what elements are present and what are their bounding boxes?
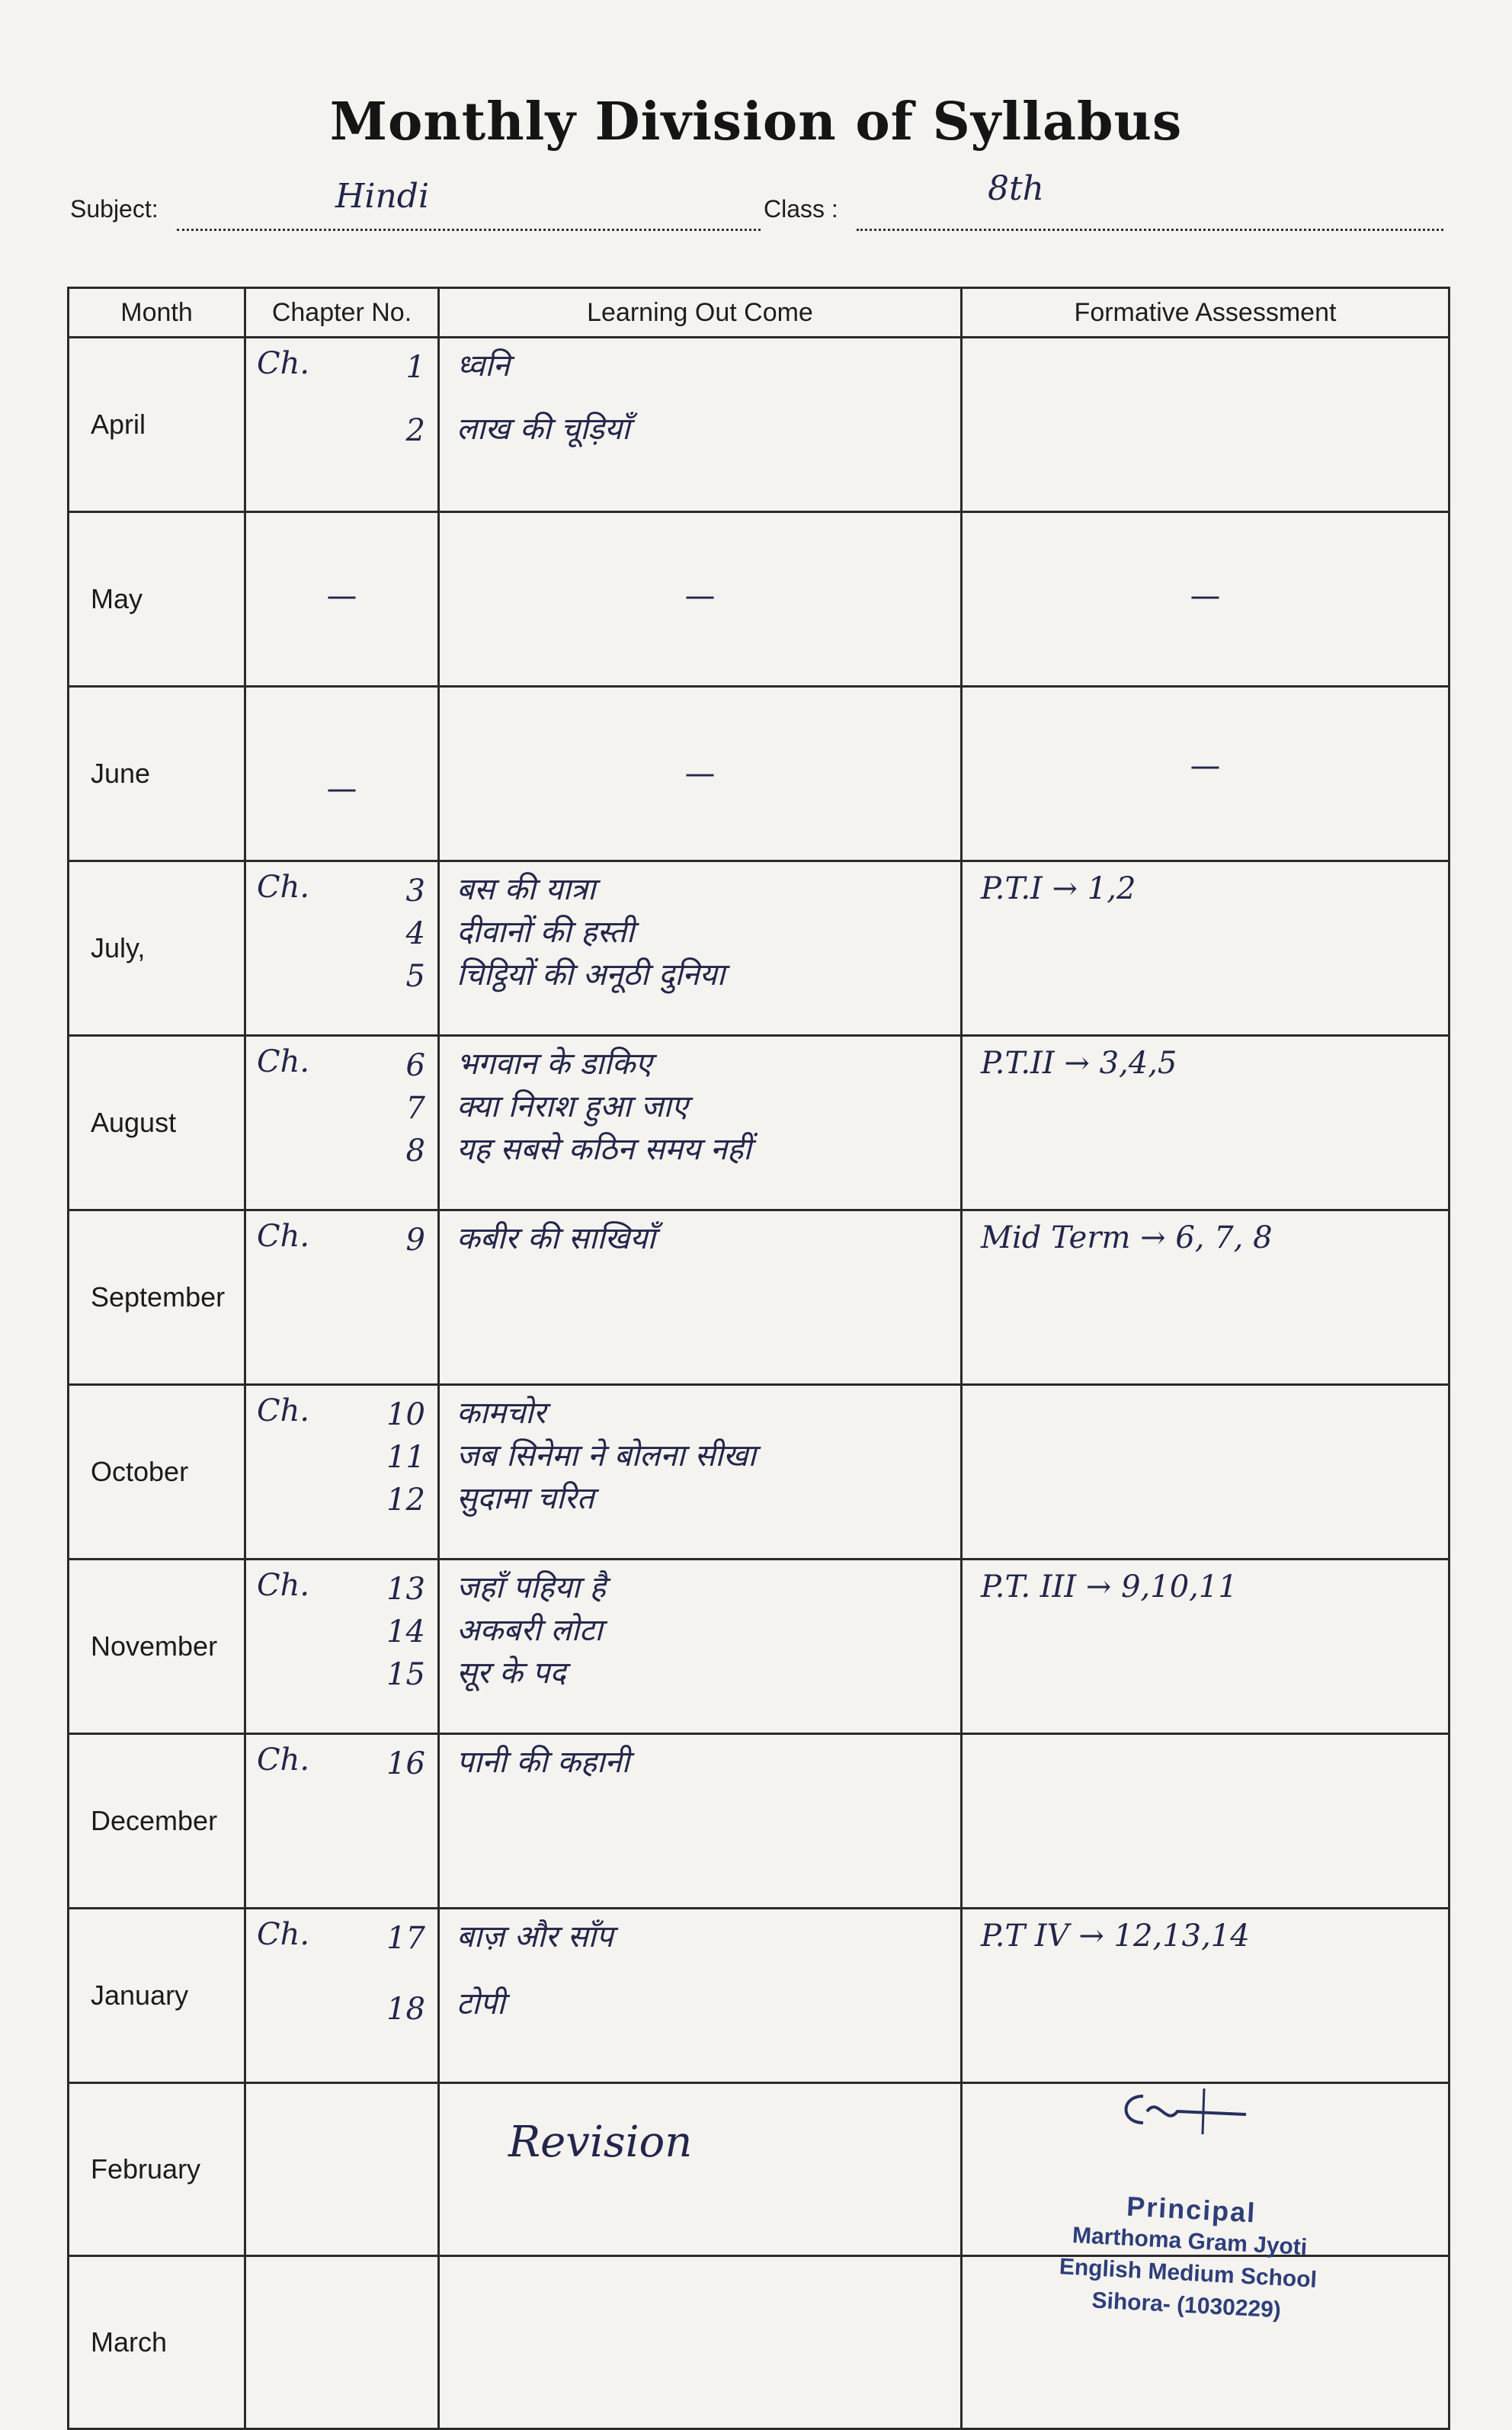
- table-row: [69, 338, 1450, 512]
- assessment-text: P.T IV → 12,13,14: [981, 1919, 1250, 1954]
- outcome-item: जहाँ पहिया है: [456, 1570, 606, 1605]
- stamp-school-line2: English Medium School: [1059, 2254, 1318, 2293]
- chapter-prefix: Ch.: [257, 1393, 310, 1428]
- chapter-number: 11: [386, 1440, 425, 1475]
- assessment-cell: [962, 1734, 1450, 1909]
- outcome-item: सुदामा चरित: [456, 1481, 594, 1516]
- outcome-item: बस की यात्रा: [456, 872, 596, 907]
- outcome-cell: [439, 861, 962, 1036]
- chapter-cell: [245, 1385, 439, 1560]
- outcome-item: भगवान के डाकिए: [456, 1047, 652, 1082]
- page-title: Monthly Division of Syllabus: [329, 91, 1183, 152]
- chapter-number: 15: [386, 1657, 425, 1692]
- outcome-item: बाज़ और साँप: [456, 1919, 613, 1954]
- header-month: Month: [69, 288, 245, 338]
- table-header-row: [69, 288, 1450, 338]
- chapter-number: 8: [405, 1133, 425, 1169]
- chapter-number: 5: [405, 959, 425, 994]
- outcome-item: लाख की चूड़ियाँ: [456, 412, 630, 447]
- outcome-cell: [439, 2083, 962, 2256]
- table-row: [69, 1385, 1450, 1560]
- header-chapter-no: Chapter No.: [245, 288, 439, 338]
- outcome-item: पानी की कहानी: [456, 1745, 630, 1780]
- month-cell: April: [69, 338, 245, 512]
- chapter-cell: [245, 1210, 439, 1385]
- outcome-item: सूर के पद: [456, 1656, 566, 1691]
- outcome-cell: [439, 512, 962, 687]
- chapter-cell: [245, 1560, 439, 1734]
- header-learning-outcome: Learning Out Come: [439, 288, 962, 338]
- chapter-number: 9: [405, 1223, 425, 1258]
- chapter-cell: [245, 1909, 439, 2083]
- empty-dash: —: [684, 756, 716, 791]
- chapter-number: 3: [405, 874, 425, 909]
- month-cell: November: [69, 1560, 245, 1734]
- chapter-prefix: Ch.: [257, 1219, 310, 1254]
- empty-dash: —: [1190, 749, 1221, 784]
- assessment-text: P.T. III → 9,10,11: [981, 1569, 1238, 1605]
- chapter-number: 6: [405, 1048, 425, 1083]
- table-row: [69, 1210, 1450, 1385]
- chapter-number: 10: [386, 1397, 425, 1432]
- outcome-cell: [439, 1036, 962, 1210]
- outcome-cell: [439, 1909, 962, 2083]
- month-cell: September: [69, 1210, 245, 1385]
- month-cell: January: [69, 1909, 245, 2083]
- table-row: [69, 861, 1450, 1036]
- chapter-number: 18: [386, 1992, 425, 2027]
- assessment-text: P.T.I → 1,2: [981, 871, 1136, 906]
- chapter-number: 12: [386, 1483, 425, 1518]
- chapter-prefix: Ch.: [257, 1742, 310, 1778]
- outcome-cell: [439, 687, 962, 861]
- assessment-cell: [962, 687, 1450, 861]
- subject-underline: [177, 229, 761, 231]
- header-formative-assessment: Formative Assessment: [962, 288, 1450, 338]
- outcome-cell: [439, 338, 962, 512]
- chapter-number: 2: [405, 413, 425, 448]
- class-row: [764, 194, 838, 223]
- table-row: [69, 1560, 1450, 1734]
- assessment-cell: [962, 1210, 1450, 1385]
- assessment-cell: [962, 1385, 1450, 1560]
- chapter-number: 4: [405, 916, 425, 951]
- month-cell: December: [69, 1734, 245, 1909]
- month-cell: May: [69, 512, 245, 687]
- class-label: Class :: [764, 195, 838, 223]
- chapter-prefix: Ch.: [257, 1044, 310, 1079]
- table-row: [69, 1036, 1450, 1210]
- assessment-cell: [962, 1036, 1450, 1210]
- subject-label: Subject:: [70, 195, 159, 223]
- chapter-number: 13: [386, 1572, 425, 1607]
- signature-icon: [1113, 2081, 1250, 2134]
- outcome-item: कामचोर: [456, 1396, 546, 1431]
- chapter-number: 16: [386, 1746, 425, 1781]
- outcome-item: जब सिनेमा ने बोलना सीखा: [456, 1438, 756, 1473]
- assessment-cell: [962, 512, 1450, 687]
- chapter-cell: [245, 1036, 439, 1210]
- empty-dash: —: [326, 771, 357, 806]
- assessment-cell: [962, 338, 1450, 512]
- chapter-cell: [245, 512, 439, 687]
- empty-dash: —: [326, 579, 357, 614]
- chapter-cell: [245, 1734, 439, 1909]
- month-cell: October: [69, 1385, 245, 1560]
- class-value: 8th: [988, 169, 1045, 208]
- chapter-number: 7: [405, 1091, 425, 1126]
- outcome-cell: [439, 1210, 962, 1385]
- stamp-school-line3: Sihora- (1030229): [1091, 2287, 1282, 2323]
- stamp-school-line1: Marthoma Gram Jyoti: [1072, 2222, 1308, 2261]
- stamp-text: [1018, 2185, 1360, 2331]
- chapter-cell: [245, 338, 439, 512]
- outcome-cell: [439, 1385, 962, 1560]
- outcome-cell: [439, 2256, 962, 2429]
- chapter-prefix: Ch.: [257, 1568, 310, 1603]
- assessment-text: P.T.II → 3,4,5: [981, 1046, 1177, 1081]
- subject-row: [70, 194, 159, 223]
- chapter-cell: [245, 2083, 439, 2256]
- chapter-cell: [245, 687, 439, 861]
- table-row: [69, 1909, 1450, 2083]
- chapter-cell: [245, 861, 439, 1036]
- empty-dash: —: [1190, 579, 1221, 614]
- outcome-item: टोपी: [456, 1986, 505, 2021]
- month-cell: February: [69, 2083, 245, 2256]
- month-cell: March: [69, 2256, 245, 2429]
- outcome-item: क्या निराश हुआ जाए: [456, 1089, 688, 1124]
- chapter-number: 17: [386, 1921, 425, 1956]
- chapter-number: 14: [386, 1614, 425, 1649]
- stamp-title: Principal: [1126, 2190, 1257, 2229]
- month-cell: July,: [69, 861, 245, 1036]
- month-cell: August: [69, 1036, 245, 1210]
- chapter-prefix: Ch.: [257, 1917, 310, 1952]
- chapter-prefix: Ch.: [257, 870, 310, 905]
- revision-text: Revision: [508, 2117, 693, 2167]
- outcome-item: यह सबसे कठिन समय नहीं: [456, 1132, 751, 1167]
- assessment-cell: [962, 1560, 1450, 1734]
- outcome-item: ध्वनि: [456, 348, 510, 383]
- empty-dash: —: [684, 579, 716, 614]
- chapter-prefix: Ch.: [257, 346, 310, 381]
- chapter-number: 1: [405, 350, 425, 385]
- outcome-item: कबीर की साखियाँ: [456, 1221, 655, 1256]
- outcome-item: अकबरी लोटा: [456, 1613, 603, 1648]
- table-row: [69, 512, 1450, 687]
- outcome-cell: [439, 1560, 962, 1734]
- table-row: [69, 1734, 1450, 1909]
- month-cell: June: [69, 687, 245, 861]
- assessment-text: Mid Term → 6, 7, 8: [981, 1220, 1273, 1255]
- outcome-item: दीवानों की हस्ती: [456, 915, 635, 950]
- assessment-cell: [962, 861, 1450, 1036]
- assessment-cell: [962, 1909, 1450, 2083]
- class-underline: [857, 229, 1443, 231]
- outcome-item: चिट्ठियों की अनूठी दुनिया: [456, 957, 726, 992]
- subject-value: Hindi: [335, 177, 430, 216]
- chapter-cell: [245, 2256, 439, 2429]
- outcome-cell: [439, 1734, 962, 1909]
- table-row: [69, 687, 1450, 861]
